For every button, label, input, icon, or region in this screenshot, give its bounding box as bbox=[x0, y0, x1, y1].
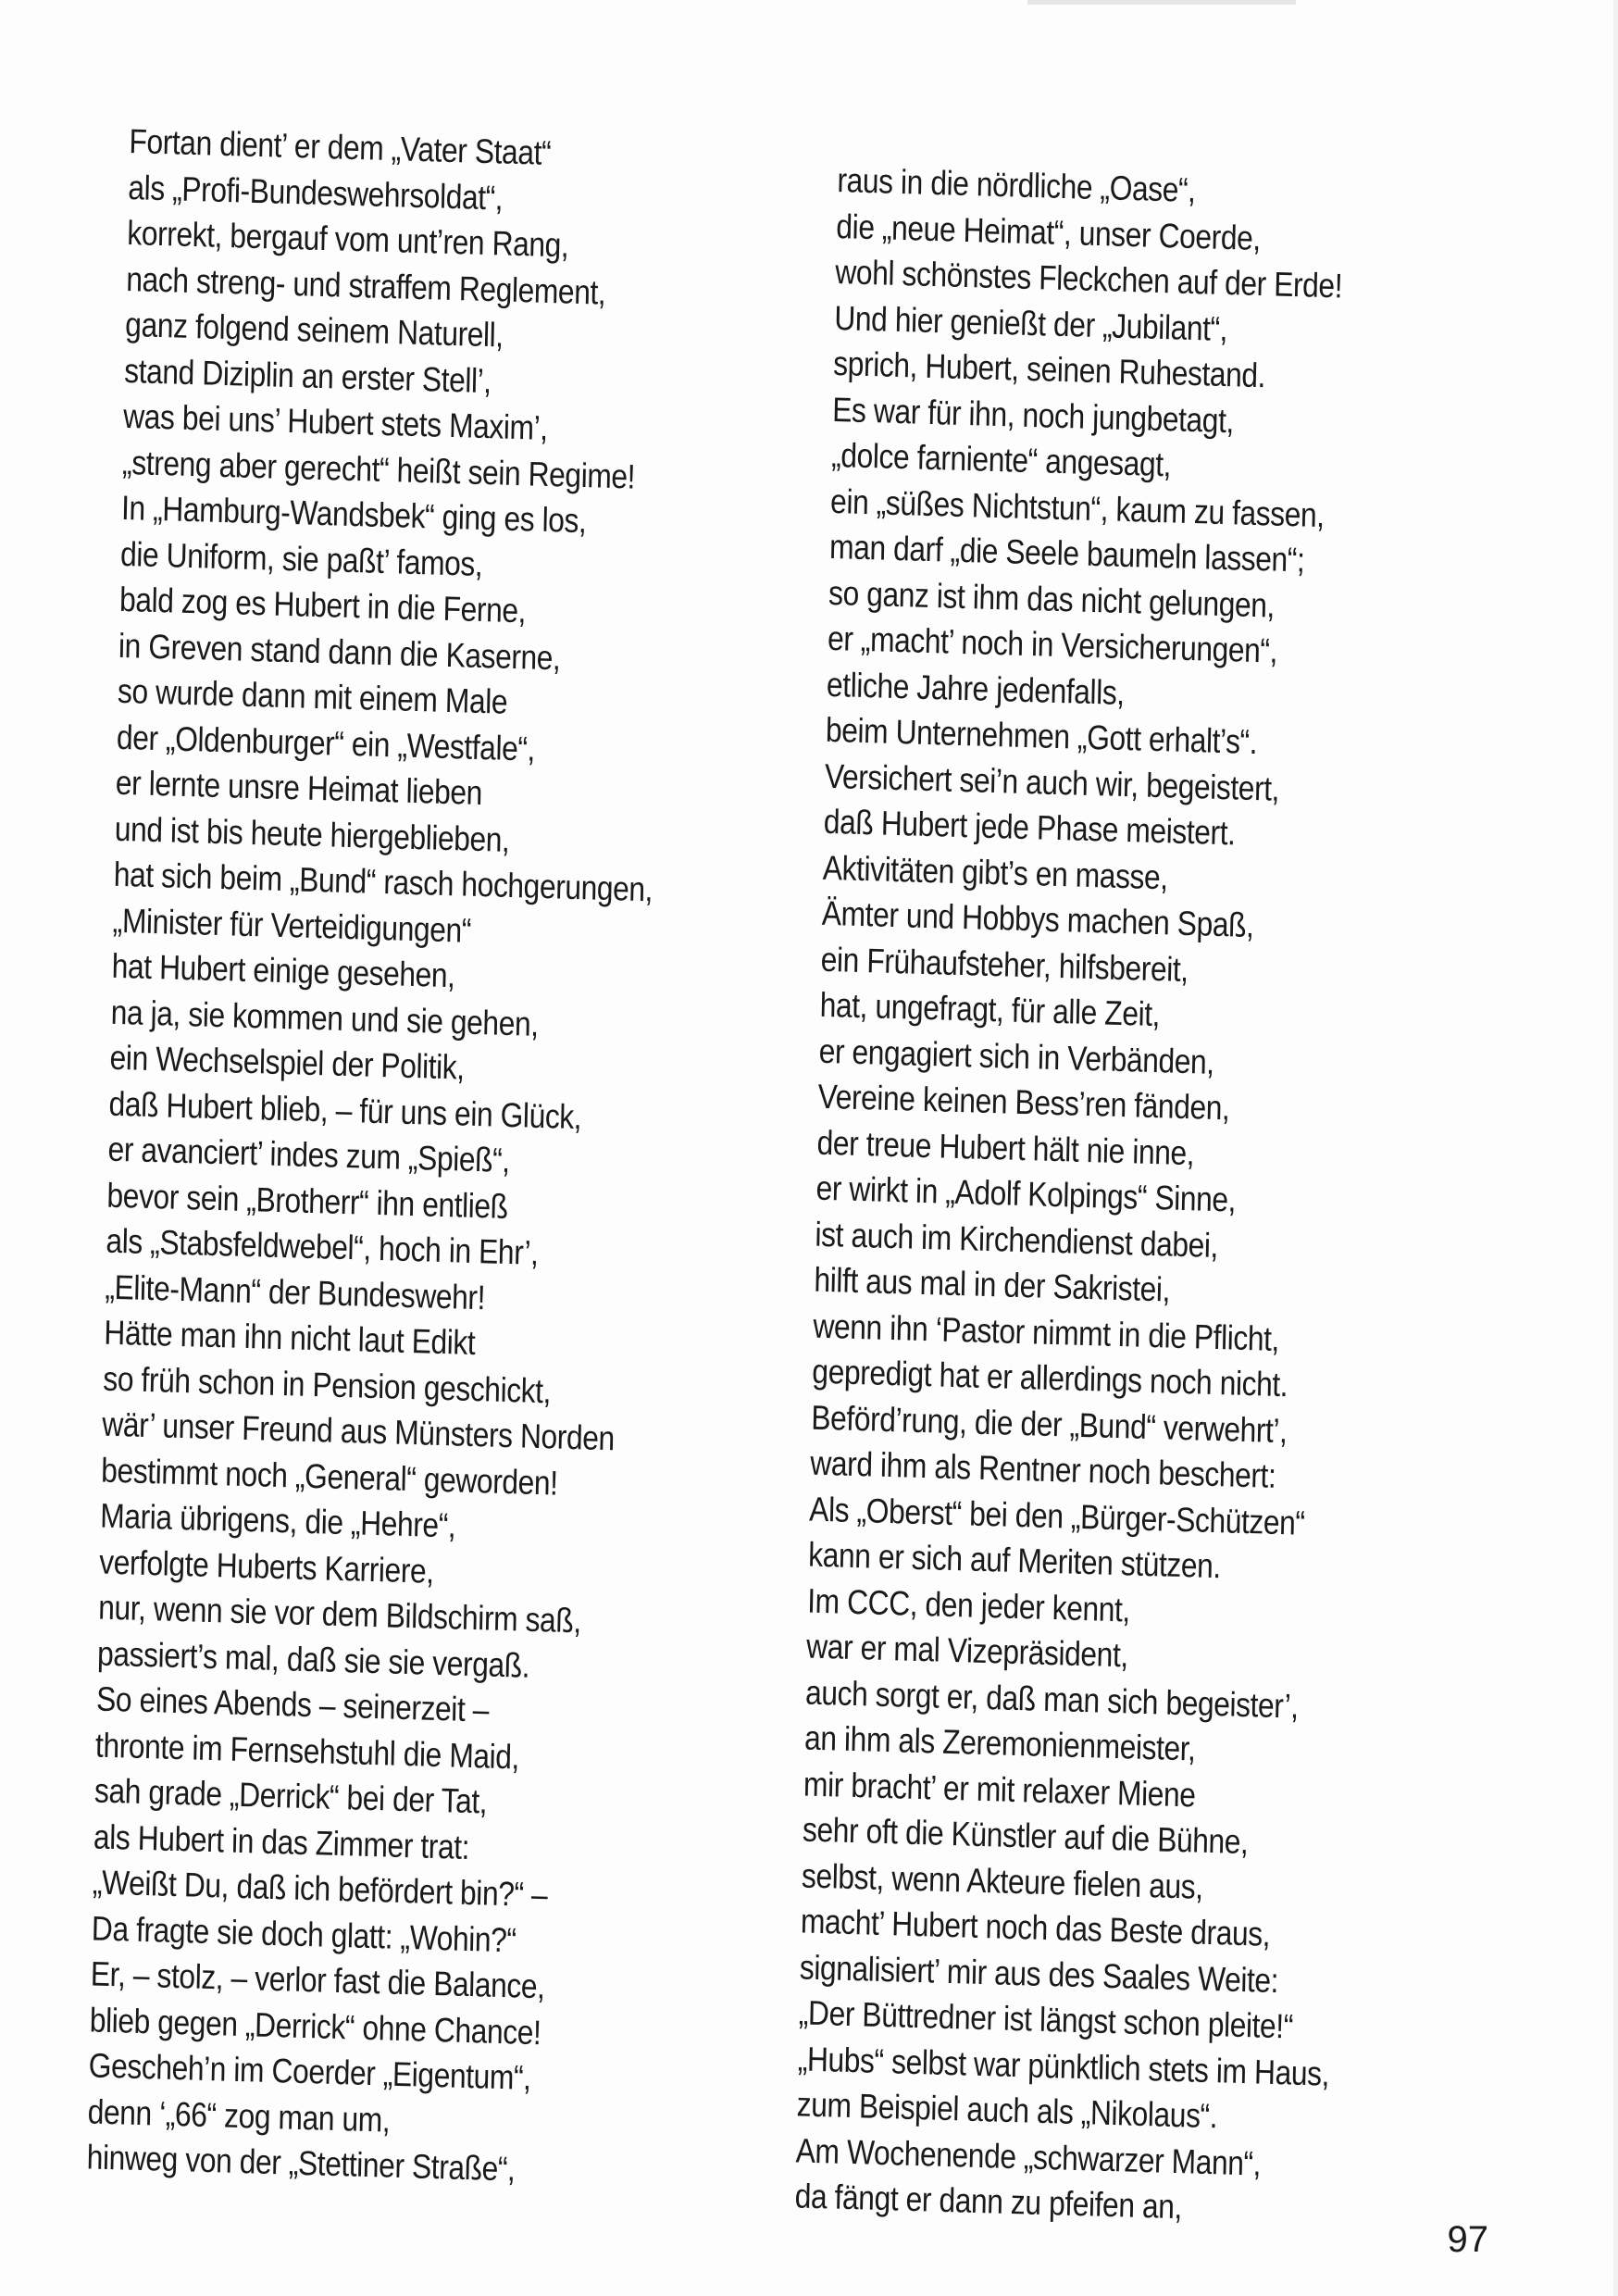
poem-line: daß Hubert blieb, – für uns ein Glück, bbox=[108, 1084, 582, 1136]
poem-line: hat sich beim „Bund“ rasch hochgerungen, bbox=[113, 855, 653, 909]
poem-line: So eines Abends – seinerzeit – bbox=[95, 1679, 490, 1729]
poem-line: hat, ungefragt, für alle Zeit, bbox=[819, 985, 1161, 1034]
poem-line: ganz folgend seinem Naturell, bbox=[124, 305, 504, 355]
scan-edge bbox=[1027, 0, 1296, 5]
poem-line: als Hubert in das Zimmer trat: bbox=[93, 1816, 470, 1866]
poem-line: raus in die nördliche „Oase“, bbox=[837, 160, 1197, 209]
poem-line: etliche Jahre jedenfalls, bbox=[826, 665, 1126, 712]
poem-line: Und hier genießt der „Jubilant“, bbox=[833, 298, 1228, 348]
poem-line: Ämter und Hobbys machen Spaß, bbox=[821, 893, 1254, 945]
poem-line: Versichert sei’n auch wir, begeistert, bbox=[824, 756, 1280, 808]
poem-line: er engagiert sich in Verbänden, bbox=[818, 1031, 1215, 1081]
poem-line: sprich, Hubert, seinen Ruhestand. bbox=[832, 343, 1266, 395]
poem-line: mir bracht’ er mit relaxer Miene bbox=[803, 1764, 1196, 1815]
poem-line: selbst, wenn Akteure fielen aus, bbox=[801, 1855, 1204, 1906]
poem-line: er „macht’ noch in Versicherungen“, bbox=[827, 618, 1278, 670]
poem-line: wenn ihn ‘Pastor nimmt in die Pflicht, bbox=[813, 1306, 1280, 1358]
poem-line: In „Hamburg-Wandsbek“ ging es los, bbox=[120, 488, 587, 541]
poem-line: Beförd’rung, die der „Bund“ verwehrt’, bbox=[810, 1398, 1288, 1450]
poem-line: Im CCC, den jeder kennt, bbox=[806, 1581, 1131, 1628]
poem-line: was bei uns’ Hubert stets Maxim’, bbox=[122, 396, 549, 447]
scan-edge bbox=[1613, 0, 1618, 2296]
poem-line: „Hubs“ selbst war pünktlich stets im Haus, bbox=[797, 2039, 1330, 2093]
poem-line: passiert’s mal, daß sie sie vergaß. bbox=[96, 1634, 530, 1685]
poem-line: „Elite-Mann“ der Bundeswehr! bbox=[105, 1267, 486, 1316]
poem-line: ein „süßes Nichtstun“, kaum zu fassen, bbox=[829, 481, 1326, 534]
poem-line: beim Unternehmen „Gott erhalt’s“. bbox=[825, 710, 1258, 762]
poem-line: signalisiert’ mir aus des Saales Weite: bbox=[799, 1947, 1279, 2000]
poem-line: die Uniform, sie paßt’ famos, bbox=[119, 534, 483, 583]
poem-line: an ihm als Zeremonienmeister, bbox=[803, 1718, 1197, 1768]
poem-line: Fortan dient’ er dem „Vater Staat“ bbox=[129, 121, 552, 172]
poem-line: der treue Hubert hält nie inne, bbox=[816, 1123, 1195, 1172]
poem-line: der „Oldenburger“ ein „Westfale“, bbox=[116, 718, 536, 768]
poem-line: da fängt er dann zu pfeifen an, bbox=[794, 2177, 1183, 2227]
poem-column-left bbox=[86, 119, 668, 2195]
poem-line: „Minister für Verteidigungen“ bbox=[112, 901, 472, 950]
poem-line: nach streng- und straffem Reglement, bbox=[125, 259, 606, 312]
poem-line: als „Stabsfeldwebel“, hoch in Ehr’, bbox=[106, 1221, 540, 1272]
poem-line: „dolce farniente“ angesagt, bbox=[830, 435, 1172, 484]
poem-line: bevor sein „Brotherr“ ihn entließ bbox=[106, 1176, 509, 1226]
poem-line: hat Hubert einige gesehen, bbox=[111, 946, 456, 995]
poem-line: blieb gegen „Derrick“ ohne Chance! bbox=[89, 2000, 541, 2052]
poem-line: er lernte unsre Heimat lieben bbox=[115, 763, 483, 813]
poem-line: korrekt, bergauf vom unt’ren Rang, bbox=[126, 213, 569, 265]
page-number: 97 bbox=[1447, 2219, 1488, 2260]
poem-line: sehr oft die Künstler auf die Bühne, bbox=[802, 1810, 1249, 1862]
poem-line: Aktivitäten gibt’s en masse, bbox=[822, 848, 1169, 896]
poem-line: denn ‘„66“ zog man um, bbox=[87, 2091, 391, 2140]
poem-line: war er mal Vizepräsident, bbox=[805, 1627, 1129, 1675]
poem-line: er wirkt in „Adolf Kolpings“ Sinne, bbox=[815, 1168, 1237, 1219]
poem-line: gepredigt hat er allerdings noch nicht. bbox=[812, 1352, 1288, 1404]
poem-line: Es war für ihn, noch jungbetagt, bbox=[831, 390, 1235, 440]
poem-line: verfolgte Huberts Karriere, bbox=[98, 1542, 435, 1591]
poem-line: Da fragte sie doch glatt: „Wohin?“ bbox=[91, 1908, 517, 1959]
poem-line: „streng aber gerecht“ heißt sein Regime! bbox=[121, 443, 636, 496]
poem-line: er avanciert’ indes zum „Spieß“, bbox=[107, 1129, 511, 1179]
poem-line: auch sorgt er, daß man sich begeister’, bbox=[804, 1673, 1300, 1726]
poem-line: daß Hubert jede Phase meistert. bbox=[823, 802, 1236, 853]
poem-line: na ja, sie kommen und sie gehen, bbox=[110, 992, 540, 1043]
poem-line: Er, – stolz, – verlor fast die Balance, bbox=[90, 1954, 545, 2006]
poem-line: hilft aus mal in der Sakristei, bbox=[814, 1260, 1171, 1309]
poem-line: thronte im Fernsehstuhl die Maid, bbox=[94, 1725, 520, 1776]
poem-line: so wurde dann mit einem Male bbox=[117, 671, 508, 721]
poem-line: „Weißt Du, daß ich befördert bin?“ – bbox=[92, 1863, 548, 1915]
poem-line: in Greven stand dann die Kaserne, bbox=[118, 626, 561, 677]
poem-line: so früh schon in Pension geschickt, bbox=[102, 1359, 552, 1410]
poem-line: Am Wochenende „schwarzer Mann“, bbox=[795, 2130, 1262, 2183]
poem-line: nur, wenn sie vor dem Bildschirm saß, bbox=[97, 1588, 582, 1641]
poem-line: kann er sich auf Meriten stützen. bbox=[807, 1535, 1222, 1586]
poem-line: Vereine keinen Bess’ren fänden, bbox=[817, 1077, 1230, 1128]
poem-column-right bbox=[794, 157, 1369, 2234]
poem-line: ward ihm als Rentner noch beschert: bbox=[809, 1443, 1276, 1495]
poem-line: bald zog es Hubert in die Ferne, bbox=[118, 580, 527, 630]
poem-line: und ist bis heute hiergeblieben, bbox=[114, 809, 510, 859]
poem-line: ist auch im Kirchendienst dabei, bbox=[815, 1215, 1219, 1265]
poem-line: die „neue Heimat“, unser Coerde, bbox=[836, 206, 1262, 257]
poem-line: sah grade „Derrick“ bei der Tat, bbox=[93, 1771, 488, 1821]
poem-line: wär’ unser Freund aus Münsters Norden bbox=[101, 1404, 616, 1458]
poem-line: „Der Büttredner ist längst schon pleite!“ bbox=[798, 1993, 1294, 2046]
poem-line: macht’ Hubert noch das Beste draus, bbox=[800, 1902, 1271, 1953]
poem-line: Als „Oberst“ bei den „Bürger-Schützen“ bbox=[808, 1490, 1306, 1542]
poem-line: wohl schönstes Fleckchen auf der Erde! bbox=[834, 252, 1343, 306]
poem-line: Maria übrigens, die „Hehre“, bbox=[99, 1496, 456, 1545]
poem-line: hinweg von der „Stettiner Straße“, bbox=[86, 2138, 516, 2189]
poem-line: als „Profi-Bundeswehrsoldat“, bbox=[128, 168, 504, 217]
poem-line: so ganz ist ihm das nicht gelungen, bbox=[828, 573, 1276, 625]
poem-line: zum Beispiel auch als „Nikolaus“. bbox=[796, 2085, 1218, 2136]
poem-line: bestimmt noch „General“ geworden! bbox=[100, 1451, 559, 1503]
poem-line: Hätte man ihn nicht laut Edikt bbox=[104, 1313, 476, 1362]
poem-line: Gescheh’n im Coerder „Eigentum“, bbox=[88, 2046, 531, 2097]
poem-line: ein Frühaufsteher, hilfsbereit, bbox=[820, 940, 1189, 989]
poem-line: ein Wechselspiel der Politik, bbox=[109, 1038, 466, 1087]
poem-line: stand Diziplin an erster Stell’, bbox=[123, 351, 492, 400]
poem-line: man darf „die Seele baumeln lassen“; bbox=[828, 527, 1305, 580]
